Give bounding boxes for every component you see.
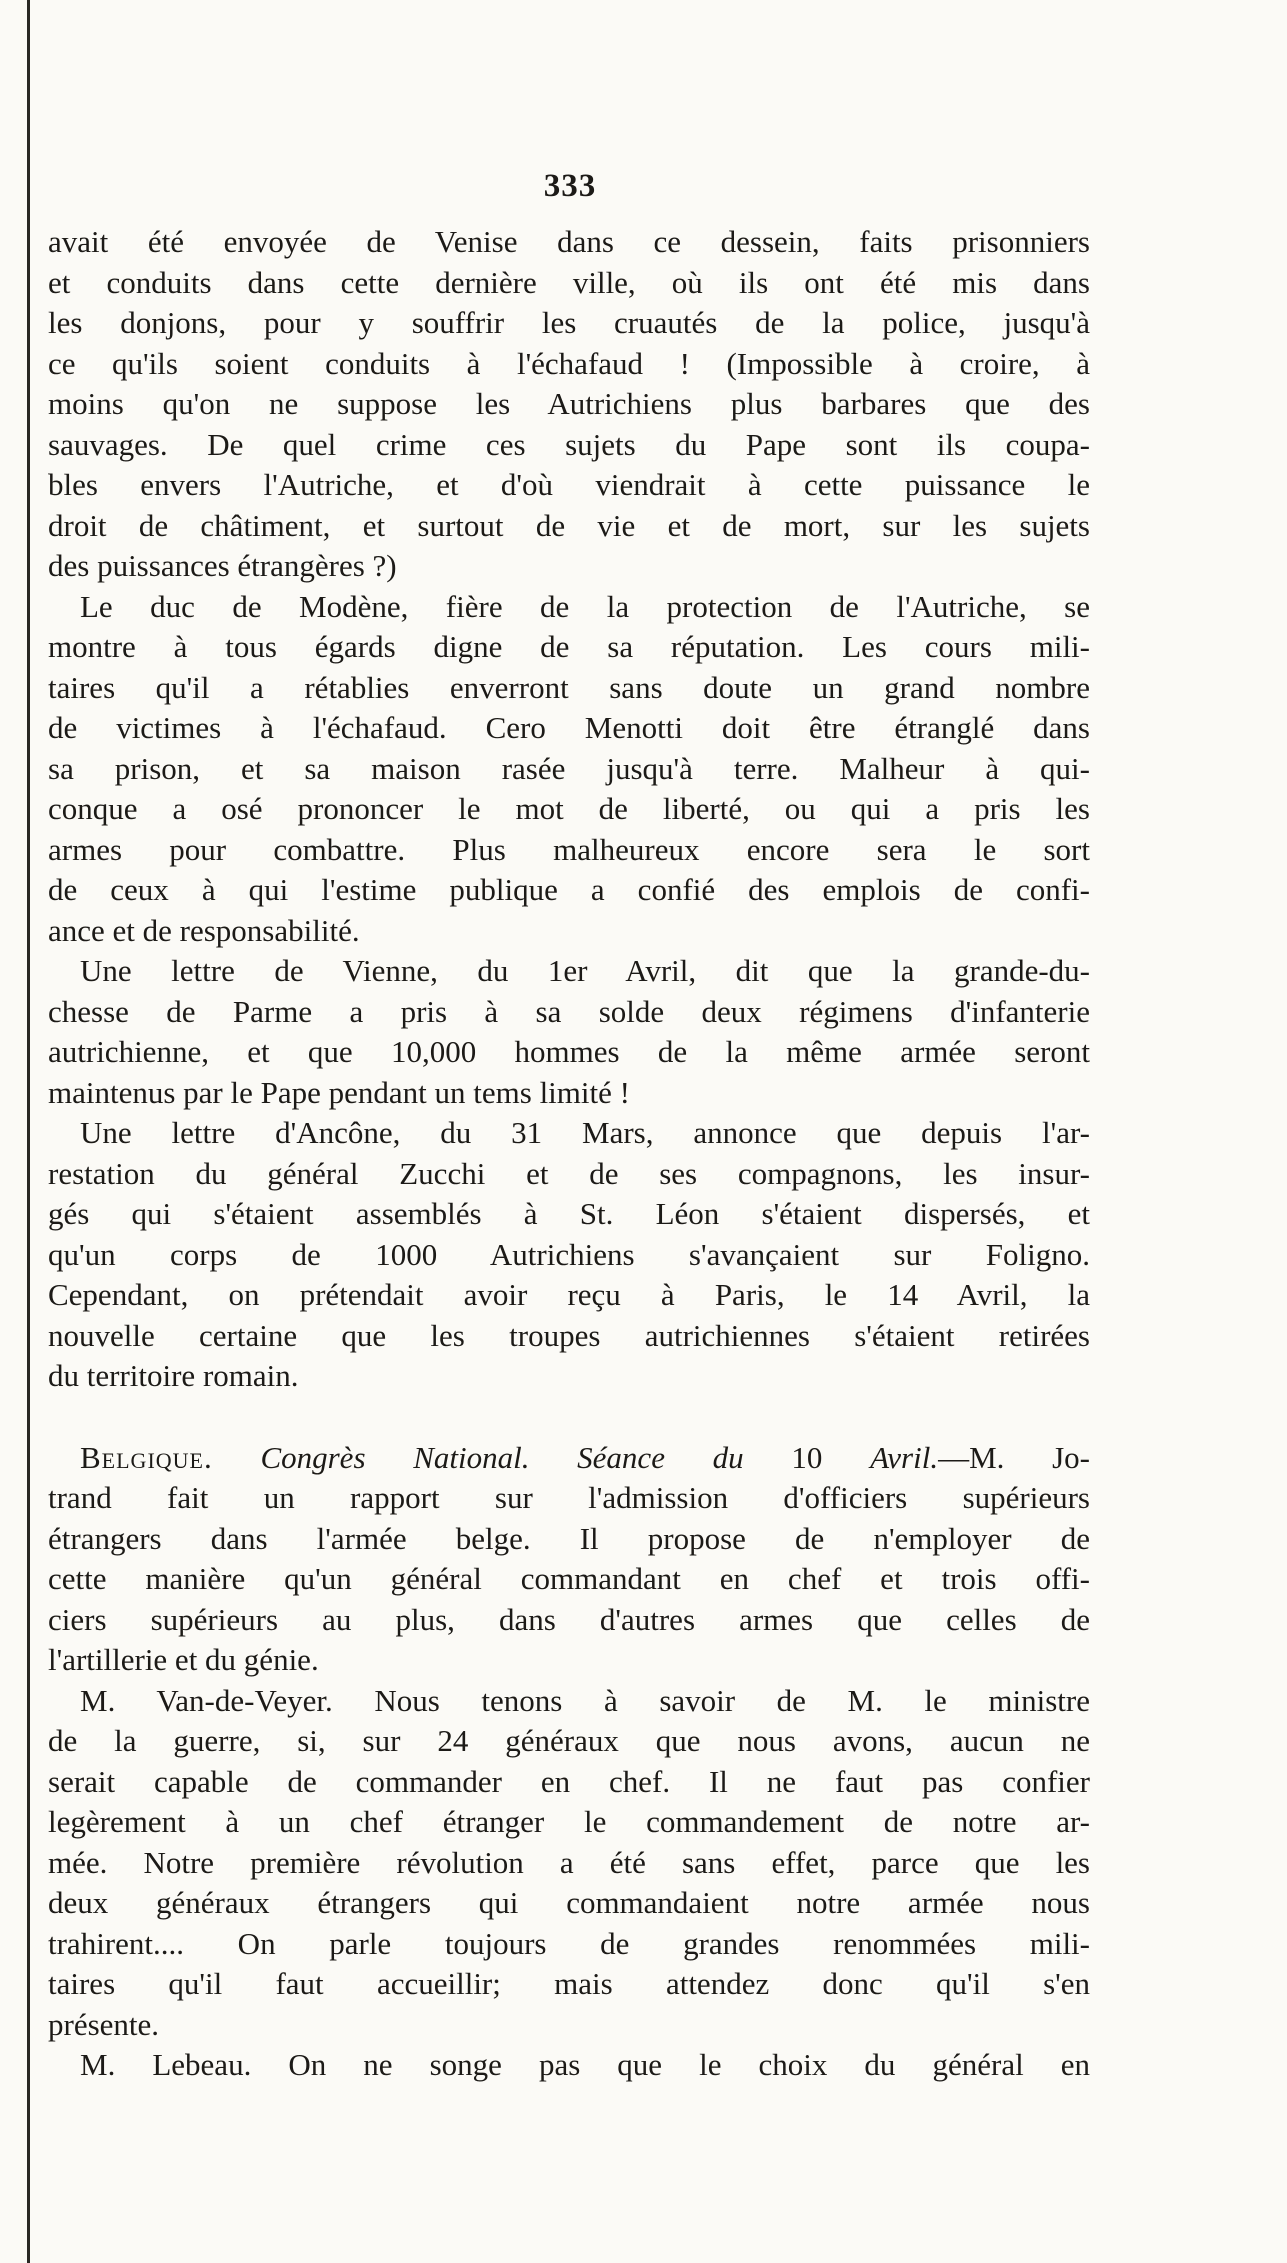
text-line: gés qui s'étaient assemblés à St. Léon s'étaient dispersés, et	[48, 1196, 1090, 1231]
text-line: Cependant, on prétendait avoir reçu à Paris, le 14 Avril, la	[48, 1277, 1090, 1312]
page-edge	[27, 0, 30, 2263]
text-line: M. Van-de-Veyer. Nous tenons à savoir de M. le ministre	[80, 1682, 1090, 1718]
text-line: de ceux à qui l'estime publique a confié des emplois de confi-	[48, 872, 1090, 907]
session-month: Avril.	[870, 1439, 939, 1475]
text-line: sa prison, et sa maison rasée jusqu'à terre. Malheur à qui-	[48, 750, 1090, 786]
paragraph-modene	[48, 587, 1090, 952]
paragraph-vienne	[48, 951, 1090, 1113]
body-text	[48, 222, 1090, 2086]
paragraph-venise	[48, 222, 1090, 587]
text-line: chesse de Parme a pris à sa solde deux régimens d'infanterie	[48, 993, 1090, 1029]
text-line: legèrement à un chef étranger le commandement de notre ar-	[48, 1804, 1090, 1839]
section-heading-line	[48, 1438, 1090, 1479]
text-line: ce qu'ils soient conduits à l'échafaud ! (Impossible à croire, à	[48, 345, 1090, 381]
text-line: cette manière qu'un général commandant en chef et trois offi-	[48, 1561, 1090, 1596]
text-line: ance et de responsabilité.	[48, 912, 360, 948]
text-line: Le duc de Modène, fière de la protection de l'Autriche, se	[80, 588, 1090, 624]
text-line: qu'un corps de 1000 Autrichiens s'avançaient sur Foligno.	[48, 1236, 1090, 1272]
text-line: étrangers dans l'armée belge. Il propose de n'employer de	[48, 1520, 1090, 1556]
page-number: 333	[543, 168, 597, 204]
text-line: maintenus par le Pape pendant un tems limité !	[48, 1074, 630, 1110]
text-line: et conduits dans cette dernière ville, où ils ont été mis dans	[48, 264, 1090, 300]
text-line: moins qu'on ne suppose les Autrichiens plus barbares que des	[48, 386, 1090, 421]
country-heading: Belgique.	[80, 1439, 213, 1475]
session-heading: Congrès National. Séance du	[260, 1439, 744, 1475]
heading-rest: —M. Jo-	[938, 1439, 1090, 1475]
text-line: taires qu'il faut accueillir; mais attendez donc qu'il s'en	[48, 1966, 1090, 2001]
text-line: restation du général Zucchi et de ses compagnons, les insur-	[48, 1155, 1090, 1191]
text-line: M. Lebeau. On ne songe pas que le choix du général en	[80, 2047, 1090, 2082]
text-line: mée. Notre première révolution a été sans effet, parce que les	[48, 1844, 1090, 1880]
text-line: trahirent.... On parle toujours de grandes renommées mili-	[48, 1925, 1090, 1961]
text-line: deux généraux étrangers qui commandaient notre armée nous	[48, 1885, 1090, 1920]
text-line: du territoire romain.	[48, 1358, 299, 1393]
paragraph-ancone	[48, 1113, 1090, 1397]
paragraph-van-de-veyer	[48, 1681, 1090, 2046]
text-line: Une lettre d'Ancône, du 31 Mars, annonce que depuis l'ar-	[80, 1115, 1090, 1150]
text-line: présente.	[48, 2006, 160, 2042]
text-line: ciers supérieurs au plus, dans d'autres armes que celles de	[48, 1601, 1090, 1637]
text-line: Une lettre de Vienne, du 1er Avril, dit que la grande-du-	[80, 953, 1090, 988]
text-line: nouvelle certaine que les troupes autrichiennes s'étaient retirées	[48, 1317, 1090, 1353]
text-line: bles envers l'Autriche, et d'où viendrait à cette puissance le	[48, 467, 1090, 502]
session-day: 10	[791, 1439, 823, 1475]
text-line: l'artillerie et du génie.	[48, 1642, 319, 1677]
text-line: trand fait un rapport sur l'admission d'officiers supérieurs	[48, 1480, 1090, 1515]
text-line: autrichienne, et que 10,000 hommes de la même armée seront	[48, 1034, 1090, 1069]
paragraph-belgique	[48, 1438, 1090, 1681]
text-line: avait été envoyée de Venise dans ce dessein, faits prisonniers	[48, 224, 1090, 259]
text-line: de la guerre, si, sur 24 généraux que nous avons, aucun ne	[48, 1723, 1090, 1758]
text-line: taires qu'il a rétablies enverront sans doute un grand nombre	[48, 669, 1090, 705]
paragraph-lebeau	[48, 2045, 1090, 2086]
text-line: les donjons, pour y souffrir les cruautés de la police, jusqu'à	[48, 305, 1090, 340]
text-line: des puissances étrangères ?)	[48, 548, 397, 583]
text-line: de victimes à l'échafaud. Cero Menotti doit être étranglé dans	[48, 710, 1090, 745]
text-line: montre à tous égards digne de sa réputation. Les cours mili-	[48, 629, 1090, 664]
text-line: armes pour combattre. Plus malheureux encore sera le sort	[48, 831, 1090, 867]
section-gap	[48, 1397, 1090, 1438]
text-line: serait capable de commander en chef. Il ne faut pas confier	[48, 1763, 1090, 1799]
text-line: sauvages. De quel crime ces sujets du Pape sont ils coupa-	[48, 426, 1090, 462]
text-line: droit de châtiment, et surtout de vie et de mort, sur les sujets	[48, 507, 1090, 543]
text-line: conque a osé prononcer le mot de liberté, ou qui a pris les	[48, 791, 1090, 826]
